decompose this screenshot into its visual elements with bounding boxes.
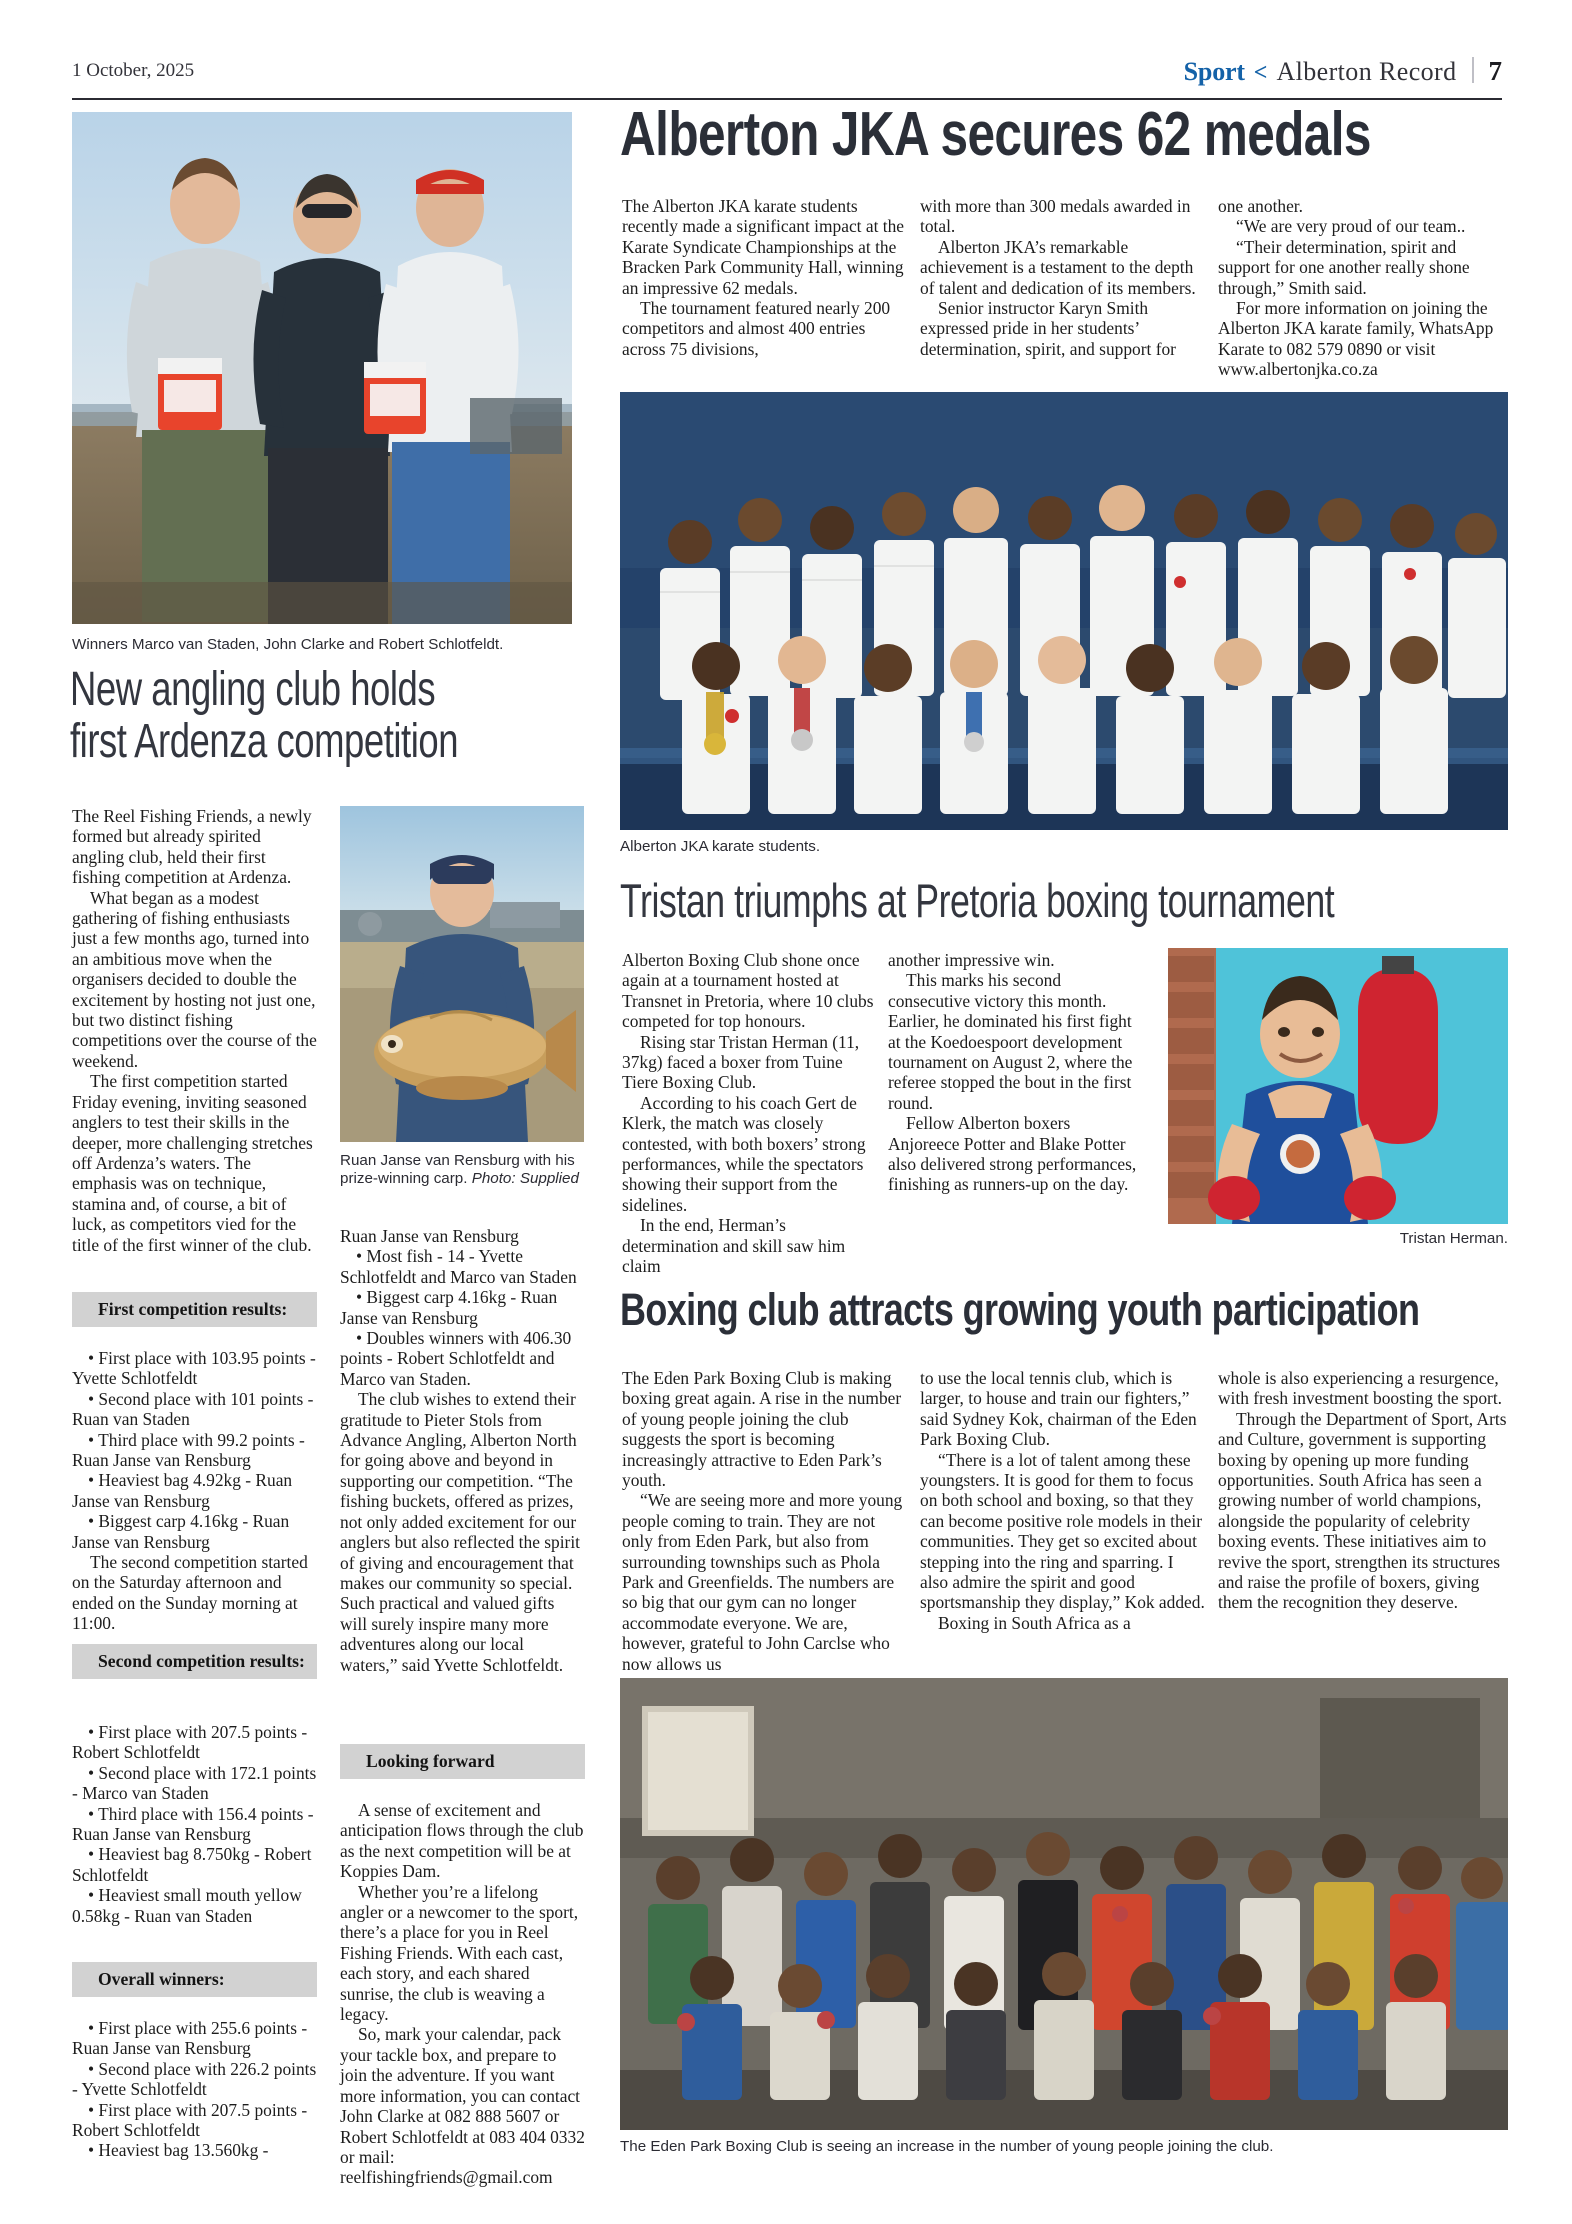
- publication-name: Alberton Record: [1276, 57, 1457, 86]
- second-competition-results-list: [72, 1722, 317, 1926]
- result-item: • Biggest carp 4.16kg - Ruan Janse van Rensburg: [340, 1287, 558, 1328]
- angling-col2-tail-text: [340, 1800, 585, 2188]
- page-masthead: [72, 58, 1502, 100]
- photo-tristan-herman: [1168, 948, 1508, 1224]
- photo-edenpark-group: [620, 1678, 1508, 2130]
- tristan-col1-text: [622, 950, 877, 1277]
- result-item: • Second place with 101 points - Ruan van Staden: [72, 1388, 314, 1430]
- photo-prize-carp-art: [340, 806, 584, 1142]
- paragraph: In the end, Herman’s determination and skill saw him claim: [622, 1215, 846, 1277]
- result-item: • Doubles winners with 406.30 points - Robert Schlotfeldt and Marco van Staden.: [340, 1328, 572, 1389]
- jka-col3-text: [1218, 196, 1508, 380]
- caption-prize-carp: [340, 1152, 584, 1188]
- paragraph: A sense of excitement and anticipation flows through the club as the next competition will be at Koppies Dam.: [340, 1800, 584, 1882]
- tristan-headline-wrap: [620, 874, 1540, 928]
- paragraph: Fellow Alberton boxers Anjoreece Potter and Blake Potter also delivered strong performances, finishing as runners-up on the day.: [888, 1113, 1137, 1195]
- paragraph: The club wishes to extend their gratitude to Pieter Stols from Advance Angling, Alberton North for going above and beyond in supporting our competition. “The fishing buckets, offered as prizes, not only added excitement for our anglers but also reflected the spirit of giving and encouragement that makes our community so special. Such practical and valued gifts will surely inspire many more adventures along our local waters,” said Yvette Schlotfeldt.: [340, 1389, 581, 1675]
- edenpark-col3-text: [1218, 1368, 1508, 1613]
- photo-angling-winners: [72, 112, 572, 624]
- paragraph: “There is a lot of talent among these youngsters. It is good for them to focus on both school and boxing, so that they can become positive role models in their communities. They get so excited about stepping into the ring and sparring. I also admire the spirit and good sportsmanship they display,” Kok added.: [920, 1449, 1205, 1613]
- jka-headline-wrap: [620, 100, 1540, 170]
- angling-headline-line1: New angling club holds: [70, 663, 436, 716]
- paragraph: The second competition started on the Saturday afternoon and ended on the Sunday morning at 11:00.: [72, 1552, 308, 1634]
- result-item: • Heaviest bag 8.750kg - Robert Schlotfeldt: [72, 1844, 312, 1885]
- edenpark-col1-text: [622, 1368, 907, 1674]
- result-item: • Third place with 99.2 points - Ruan Janse van Rensburg: [72, 1429, 305, 1471]
- photo-angling-winners-art: [72, 112, 572, 624]
- result-item: • Third place with 156.4 points - Ruan Janse van Rensburg: [72, 1803, 314, 1845]
- paragraph: Senior instructor Karyn Smith expressed pride in her students’ determination, spirit, and support for: [920, 298, 1176, 359]
- overall-winners-list: [72, 2018, 317, 2161]
- chevron-left-icon: <: [1253, 60, 1268, 86]
- angling-col1-text: [72, 806, 317, 1255]
- result-item: • Most fish - 14 - Yvette Schlotfeldt and Marco van Staden: [340, 1246, 577, 1287]
- paragraph: Boxing in South Africa as a: [938, 1612, 1131, 1633]
- caption-text: Ruan Janse van Rensburg with his prize-winning carp.: [340, 1152, 575, 1187]
- result-item: • First place with 207.5 points - Robert Schlotfeldt: [72, 1722, 308, 1763]
- caption-tristan-herman: Tristan Herman.: [1399, 1230, 1508, 1247]
- rail-divider: [1472, 57, 1474, 83]
- result-item: • First place with 255.6 points - Ruan Janse van Rensburg: [72, 2018, 308, 2059]
- paragraph: The tournament featured nearly 200 competitors and almost 400 entries across 75 divisions,: [622, 298, 891, 359]
- paragraph: The Eden Park Boxing Club is making boxing great again. A rise in the number of young people joining the club suggests the sport is becoming increasingly attractive to Eden Park’s youth.: [622, 1368, 902, 1491]
- paragraph: one another.: [1218, 196, 1303, 216]
- paragraph: This marks his second consecutive victory this month. Earlier, he dominated his first fight at the Koedoespoort development tournament on August 2, where the referee stopped the bout in the first round.: [888, 970, 1133, 1113]
- second-competition-results-heading: Second competition results:: [72, 1644, 317, 1679]
- caption-angling-winners: Winners Marco van Staden, John Clarke and Robert Schlotfeldt.: [72, 636, 504, 653]
- overall-winners-heading: Overall winners:: [72, 1962, 317, 1997]
- paragraph: Ruan Janse van Rensburg: [340, 1226, 519, 1246]
- photo-jka-group: [620, 392, 1508, 830]
- paragraph: Rising star Tristan Herman (11, 37kg) faced a boxer from Tuine Tiere Boxing Club.: [622, 1031, 860, 1093]
- result-item: • Second place with 226.2 points - Yvette Schlotfeldt: [72, 2058, 317, 2100]
- page-number: 7: [1488, 56, 1502, 86]
- caption-edenpark-group: The Eden Park Boxing Club is seeing an increase in the number of young people joining the club.: [620, 2138, 1274, 2155]
- jka-col2-text: [920, 196, 1205, 359]
- paragraph: The Alberton JKA karate students recently made a significant impact at the Karate Syndicate Championships at the Bracken Park Community Hall, winning an impressive 62 medals.: [622, 196, 904, 298]
- paragraph: For more information on joining the Alberton JKA karate family, WhatsApp Karate to 082 579 0890 or visit www.albertonjka.co.za: [1218, 298, 1494, 380]
- first-competition-results-list: [72, 1348, 317, 1634]
- issue-date: 1 October, 2025: [72, 60, 195, 81]
- angling-headline: [70, 664, 630, 768]
- result-item: • Second place with 172.1 points - Marco van Staden: [72, 1762, 317, 1804]
- photo-credit: Photo: Supplied: [471, 1170, 579, 1187]
- photo-edenpark-group-art: [620, 1678, 1508, 2130]
- paragraph: to use the local tennis club, which is larger, to house and train our fighters,” said Sydney Kok, chairman of the Eden Park Boxing Club.: [920, 1368, 1197, 1450]
- edenpark-col2-text: [920, 1368, 1205, 1633]
- jka-headline: Alberton JKA secures 62 medals: [620, 100, 1371, 169]
- looking-forward-heading: Looking forward: [340, 1744, 585, 1779]
- section-label: Sport: [1183, 57, 1245, 86]
- result-item: • Heaviest bag 4.92kg - Ruan Janse van Rensburg: [72, 1470, 293, 1511]
- section-rail: [1184, 54, 1502, 87]
- angling-col2-text: [340, 1226, 585, 1675]
- paragraph: another impressive win.: [888, 950, 1055, 970]
- paragraph: Whether you’re a lifelong angler or a newcomer to the sport, there’s a place for you in Reel Fishing Friends. With each cast, each story, and each shared sunrise, the club is weaving a legacy.: [340, 1881, 579, 2025]
- tristan-col2-text: [888, 950, 1143, 1195]
- result-item: • Biggest carp 4.16kg - Ruan Janse van Rensburg: [72, 1511, 290, 1552]
- photo-tristan-herman-art: [1168, 948, 1508, 1224]
- paragraph: Alberton JKA’s remarkable achievement is a testament to the depth of talent and dedication of its members.: [920, 236, 1196, 298]
- tristan-headline: Tristan triumphs at Pretoria boxing tournament: [620, 874, 1335, 927]
- paragraph: whole is also experiencing a resurgence, with fresh investment boosting the sport.: [1218, 1368, 1503, 1409]
- caption-jka-group: Alberton JKA karate students.: [620, 838, 821, 855]
- paragraph: Through the Department of Sport, Arts and Culture, government is supporting boxing by opening up more funding opportunities. South Africa has seen a growing number of world champions, alongside the popularity of celebrity boxing events. These initiatives aim to revive the sport, strengthen its structures and raise the profile of boxers, giving them the recognition they deserve.: [1218, 1408, 1507, 1613]
- paragraph: The first competition started Friday evening, inviting seasoned anglers to test their skills in the deeper, more challenging stretches off Ardenza’s waters. The emphasis was on technique, stamina and, of course, a bit of luck, as competitors vied for the title of the first winner of the club.: [72, 1071, 313, 1255]
- first-competition-results-heading: First competition results:: [72, 1292, 317, 1327]
- paragraph: The Reel Fishing Friends, a newly formed but already spirited angling club, held their first fishing competition at Ardenza.: [72, 806, 312, 888]
- result-item: • First place with 207.5 points - Robert Schlotfeldt: [72, 2099, 308, 2141]
- paragraph: “We are very proud of our team..: [1236, 216, 1466, 237]
- photo-jka-group-art: [620, 392, 1508, 830]
- edenpark-headline-wrap: [620, 1282, 1540, 1338]
- edenpark-headline: Boxing club attracts growing youth participation: [620, 1284, 1420, 1335]
- result-item: • Heaviest bag 13.560kg -: [88, 2140, 269, 2161]
- result-item: • First place with 103.95 points - Yvette Schlotfeldt: [72, 1348, 316, 1389]
- paragraph: So, mark your calendar, pack your tackle box, and prepare to join the adventure. If you want more information, you can contact John Clarke at 082 888 5607 or Robert Schlotfeldt at 083 404 0332 or mail: reelfishingfriends@gmail.com: [340, 2024, 585, 2188]
- photo-prize-carp: [340, 806, 584, 1142]
- jka-col1-text: [622, 196, 907, 359]
- result-item: • Heaviest small mouth yellow 0.58kg - Ruan van Staden: [72, 1885, 302, 1926]
- paragraph: According to his coach Gert de Klerk, the match was closely contested, with both boxers’ strong performances, while the spectators showing their support from the sidelines.: [622, 1092, 866, 1215]
- paragraph: Alberton Boxing Club shone once again at a tournament hosted at Transnet in Pretoria, where 10 clubs competed for top honours.: [622, 950, 874, 1032]
- paragraph: with more than 300 medals awarded in total.: [920, 196, 1191, 237]
- paragraph: “We are seeing more and more young people coming to train. They are not only from Eden Park, but also from surrounding townships such as Phola Park and Greenfields. The numbers are so big that our gym can no longer accommodate everyone. We are, however, grateful to John Carclse who now allows us: [622, 1490, 903, 1674]
- paragraph: What began as a modest gathering of fishing enthusiasts just a few months ago, turned into an ambitious move when the organisers decided to double the excitement by hosting not just one, but two distinct fishing competitions over the course of the weekend.: [72, 887, 317, 1071]
- paragraph: “Their determination, spirit and support for one another really shone through,” Smith said.: [1218, 236, 1470, 298]
- angling-headline-line2: first Ardenza competition: [70, 715, 459, 768]
